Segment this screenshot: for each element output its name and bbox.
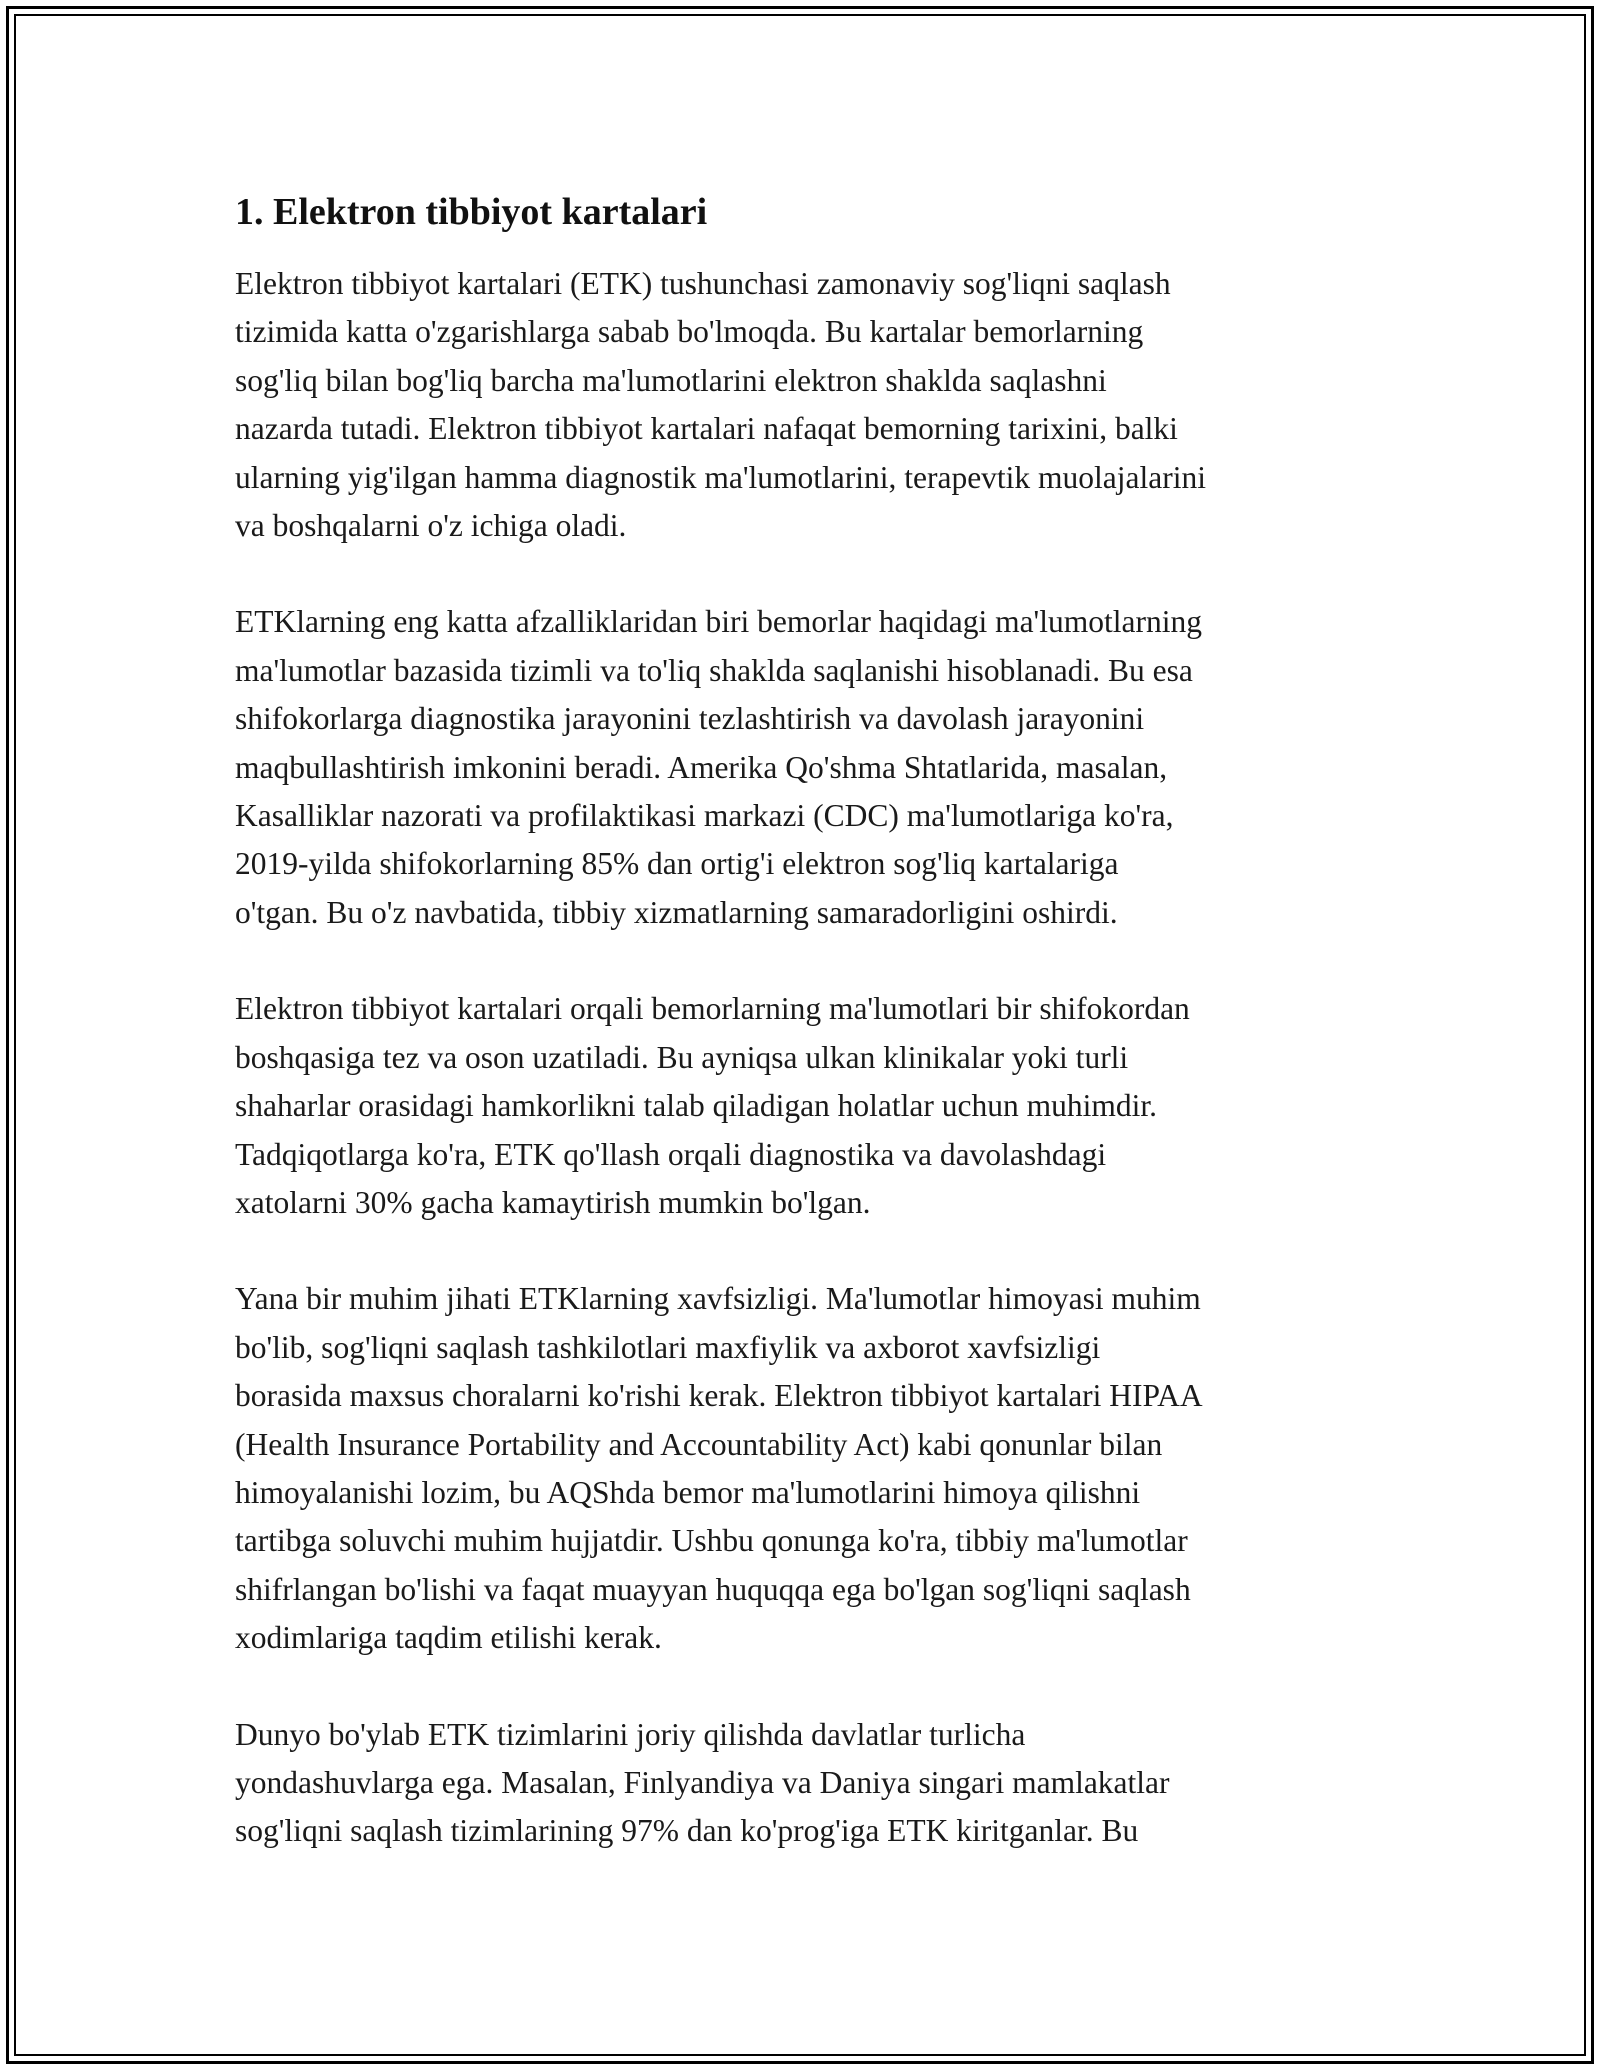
- paragraph-1: Elektron tibbiyot kartalari (ETK) tushunchasi zamonaviy sog'liqni saqlash tizimida katta o'zgarishlarga sabab bo'lmoqda. Bu kartalar bemorlarning sog'liq bilan bog'liq barcha ma'lumotlarini elektron shaklda saqlashni nazarda tutadi. Elektron tibbiyot kartalari nafaqat bemorning tarixini, balki ularning yig'ilgan hamma diagnostik ma'lumotlarini, terapevtik muolajalarini va boshqalarni o'z ichiga oladi.: [235, 266, 1206, 544]
- section-heading: 1. Elektron tibbiyot kartalari: [235, 191, 708, 233]
- paragraph-5: Dunyo bo'ylab ETK tizimlarini joriy qilishda davlatlar turlicha yondashuvlarga ega. Masalan, Finlyandiya va Daniya singari mamlakatlar sog'liqni saqlash tizimlarining 97% dan ko'prog'iga ETK kiritganlar. Bu: [235, 1716, 1170, 1849]
- document-body: [235, 188, 1375, 1904]
- paragraph-4: Yana bir muhim jihati ETKlarning xavfsizligi. Ma'lumotlar himoyasi muhim bo'lib, sog'liqni saqlash tashkilotlari maxfiylik va axborot xavfsizligi borasida maxsus choralarni ko'rishi kerak. Elektron tibbiyot kartalari HIPAA (Health Insurance Portability and Accountability Act) kabi qonunlar bilan himoyalanishi lozim, bu AQShda bemor ma'lumotlarini himoya qilishni tartibga soluvchi muhim hujjatdir. Ushbu qonunga ko'ra, tibbiy ma'lumotlar shifrlangan bo'lishi va faqat muayyan huquqqa ega bo'lgan sog'liqni saqlash xodimlariga taqdim etilishi kerak.: [235, 1281, 1203, 1656]
- paragraph-3: Elektron tibbiyot kartalari orqali bemorlarning ma'lumotlari bir shifokordan boshqasiga tez va oson uzatiladi. Bu ayniqsa ulkan klinikalar yoki turli shaharlar orasidagi hamkorlikni talab qiladigan holatlar uchun muhimdir. Tadqiqotlarga ko'ra, ETK qo'llash orqali diagnostika va davolashdagi xatolarni 30% gacha kamaytirish mumkin bo'lgan.: [235, 991, 1190, 1220]
- paragraph-2: ETKlarning eng katta afzalliklaridan biri bemorlar haqidagi ma'lumotlarning ma'lumotlar bazasida tizimli va to'liq shaklda saqlanishi hisoblanadi. Bu esa shifokorlarga diagnostika jarayonini tezlashtirish va davolash jarayonini maqbullashtirish imkonini beradi. Amerika Qo'shma Shtatlarida, masalan, Kasalliklar nazorati va profilaktikasi markazi (CDC) ma'lumotlariga ko'ra, 2019-yilda shifokorlarning 85% dan ortig'i elektron sog'liq kartalariga o'tgan. Bu o'z navbatida, tibbiy xizmatlarning samaradorligini oshirdi.: [235, 604, 1202, 930]
